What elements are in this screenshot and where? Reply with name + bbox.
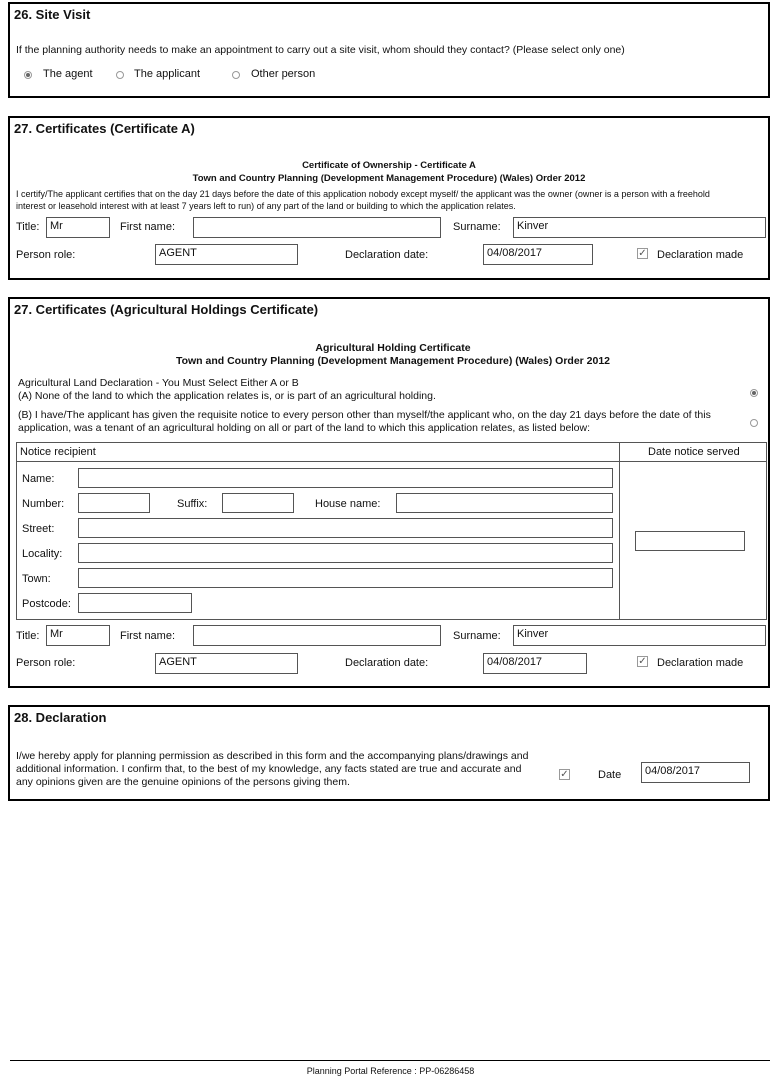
title-label: Title: xyxy=(16,630,40,642)
first-name-field[interactable] xyxy=(193,217,441,238)
section-title: 26. Site Visit xyxy=(14,7,91,22)
recipient-town-field[interactable] xyxy=(78,568,613,588)
declaration-text-line3: any opinions given are the genuine opinions of the persons giving them. xyxy=(16,776,350,788)
certificate-body-line2: interest or leasehold interest with at least 7 years left to run) of any part of the land or building to which the application relates. xyxy=(16,201,516,211)
recipient-suffix-field[interactable] xyxy=(222,493,294,513)
option-b-radio[interactable] xyxy=(750,419,758,427)
recipient-locality-field[interactable] xyxy=(78,543,613,563)
recipient-street-field[interactable] xyxy=(78,518,613,538)
declaration-date-label: Date xyxy=(598,769,622,781)
person-role-label: Person role: xyxy=(16,657,76,669)
footer-divider xyxy=(10,1060,770,1061)
surname-label: Surname: xyxy=(453,221,501,233)
certificate-a-section xyxy=(8,116,770,280)
option-b-text-line1: (B) I have/The applicant has given the requisite notice to every person other than myself/the applicant who, on the day 21 days before the date of this xyxy=(18,409,711,421)
declaration-date-field[interactable]: 04/08/2017 xyxy=(483,244,593,265)
recipient-name-label: Name: xyxy=(22,473,55,485)
option-b-text-line2: application, was a tenant of an agricultural holding on all or part of the land to which this application relates, as listed below: xyxy=(18,422,591,434)
surname-field[interactable]: Kinver xyxy=(513,625,766,646)
declaration-text-line1: I/we hereby apply for planning permission as described in this form and the accompanying plans/drawings and xyxy=(16,750,529,762)
declaration-made-label: Declaration made xyxy=(657,657,744,669)
declaration-date-field[interactable]: 04/08/2017 xyxy=(641,762,750,783)
recipient-locality-label: Locality: xyxy=(22,548,63,560)
certificate-body-line1: I certify/The applicant certifies that on the day 21 days before the date of this application nobody except myself/ the applicant was the owner (owner is a person with a freehold xyxy=(16,189,710,199)
option-a-radio[interactable] xyxy=(750,389,758,397)
declaration-date-field[interactable]: 04/08/2017 xyxy=(483,653,587,674)
table-header-divider xyxy=(16,461,767,462)
title-label: Title: xyxy=(16,221,40,233)
radio-other-person-label: Other person xyxy=(251,68,316,80)
site-visit-question: If the planning authority needs to make an appointment to carry out a site visit, whom should they contact? (Please select only one) xyxy=(16,44,625,56)
first-name-field[interactable] xyxy=(193,625,441,646)
declaration-made-checkbox[interactable]: ✓ xyxy=(638,248,647,259)
recipient-street-label: Street: xyxy=(22,523,55,535)
radio-applicant[interactable] xyxy=(116,71,124,79)
declaration-date-label: Declaration date: xyxy=(345,657,429,669)
declaration-section xyxy=(8,705,770,801)
declaration-checkbox[interactable]: ✓ xyxy=(560,769,569,780)
first-name-label: First name: xyxy=(120,221,176,233)
surname-label: Surname: xyxy=(453,630,501,642)
declaration-text-line2: additional information. I confirm that, to the best of my knowledge, any facts stated are true and accurate and xyxy=(16,763,522,775)
agricultural-holdings-section xyxy=(8,297,770,688)
recipient-number-field[interactable] xyxy=(78,493,150,513)
person-role-field[interactable]: AGENT xyxy=(155,244,298,265)
date-notice-served-header: Date notice served xyxy=(648,446,740,458)
recipient-name-field[interactable] xyxy=(78,468,613,488)
certificate-heading: Certificate of Ownership - Certificate A xyxy=(302,160,476,171)
person-role-label: Person role: xyxy=(16,249,76,261)
recipient-house-name-field[interactable] xyxy=(396,493,613,513)
date-notice-served-field[interactable] xyxy=(635,531,745,551)
planning-portal-reference: Planning Portal Reference : PP-06286458 xyxy=(306,1066,475,1076)
option-a-text: (A) None of the land to which the application relates is, or is part of an agricultural holding. xyxy=(18,390,436,402)
radio-agent-label: The agent xyxy=(43,68,93,80)
table-column-divider xyxy=(619,442,620,620)
radio-applicant-label: The applicant xyxy=(134,68,201,80)
surname-field[interactable]: Kinver xyxy=(513,217,766,238)
declaration-made-label: Declaration made xyxy=(657,249,744,261)
site-visit-section xyxy=(8,2,770,98)
section-title: 27. Certificates (Agricultural Holdings Certificate) xyxy=(14,302,319,317)
notice-recipient-header: Notice recipient xyxy=(20,446,96,458)
title-field[interactable]: Mr xyxy=(46,217,110,238)
title-field[interactable]: Mr xyxy=(46,625,110,646)
declaration-date-label: Declaration date: xyxy=(345,249,429,261)
recipient-number-label: Number: xyxy=(22,498,65,510)
recipient-house-name-label: House name: xyxy=(315,498,381,510)
first-name-label: First name: xyxy=(120,630,176,642)
radio-other-person[interactable] xyxy=(232,71,240,79)
recipient-suffix-label: Suffix: xyxy=(177,498,208,510)
recipient-town-label: Town: xyxy=(22,573,51,585)
recipient-postcode-label: Postcode: xyxy=(22,598,71,610)
recipient-postcode-field[interactable] xyxy=(78,593,192,613)
section-title: 28. Declaration xyxy=(14,710,107,725)
radio-agent[interactable] xyxy=(24,71,32,79)
section-title: 27. Certificates (Certificate A) xyxy=(14,121,195,136)
person-role-field[interactable]: AGENT xyxy=(155,653,298,674)
certificate-order-heading: Town and Country Planning (Development Management Procedure) (Wales) Order 2012 xyxy=(192,173,586,184)
agricultural-order-heading: Town and Country Planning (Development Management Procedure) (Wales) Order 2012 xyxy=(175,355,611,367)
agricultural-declaration-heading: Agricultural Land Declaration - You Must Select Either A or B xyxy=(18,377,299,389)
declaration-made-checkbox[interactable]: ✓ xyxy=(638,656,647,667)
agricultural-heading: Agricultural Holding Certificate xyxy=(315,342,471,354)
